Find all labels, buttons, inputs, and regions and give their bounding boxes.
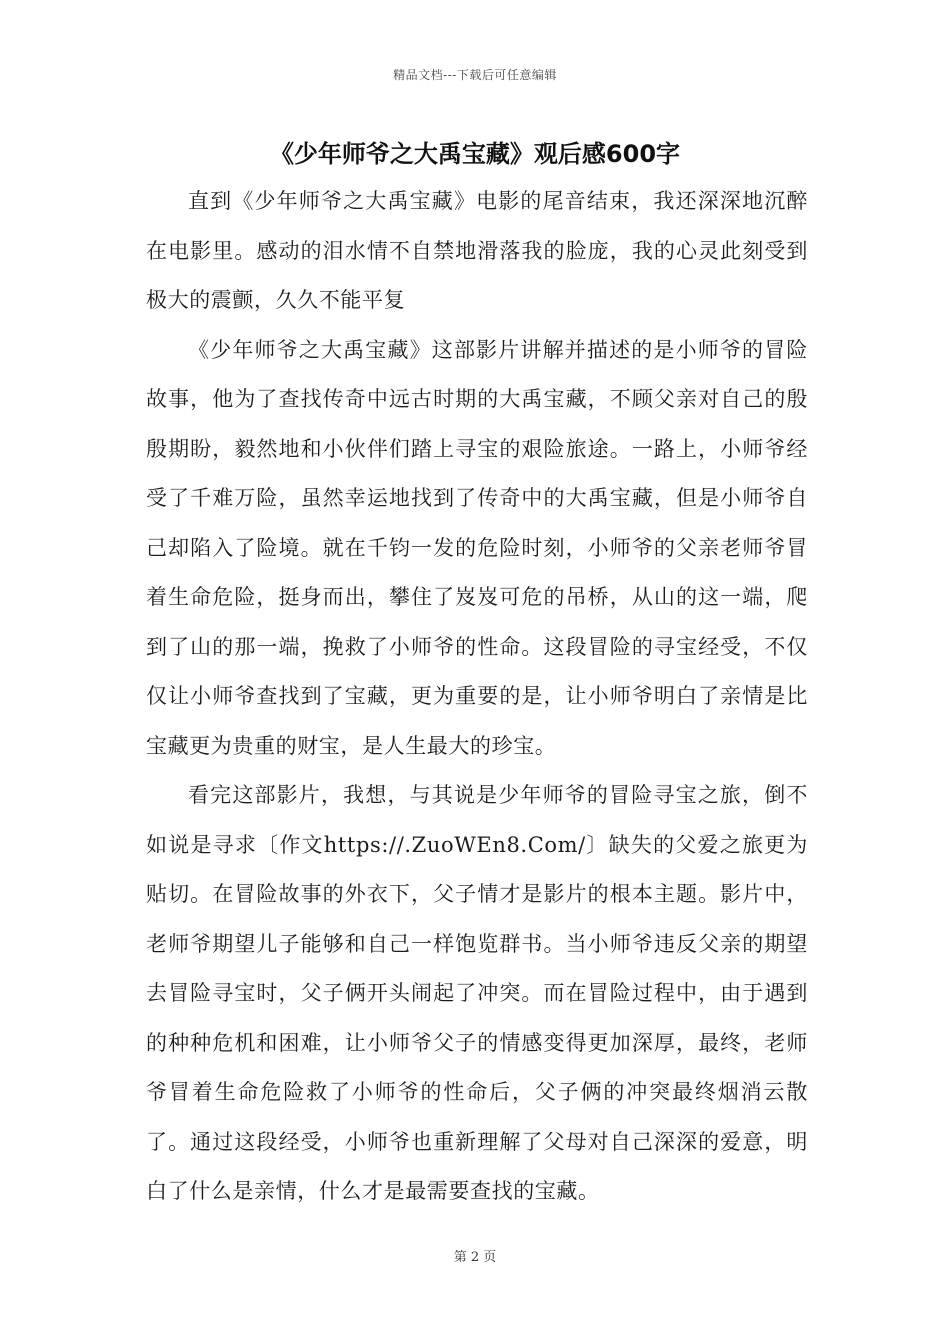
- paragraph-2: 《少年师爷之大禹宝藏》这部影片讲解并描述的是小师爷的冒险故事，他为了查找传奇中远古时期的大禹宝藏，不顾父亲对自己的殷殷期盼，毅然地和小伙伴们踏上寻宝的艰险旅途。一路上，小师爷经受了千难万险，虽然幸运地找到了传奇中的大禹宝藏，但是小师爷自己却陷入了险境。就在千钧一发的危险时刻，小师爷的父亲老师爷冒着生命危险，挺身而出，攀住了岌岌可危的吊桥，从山的这一端，爬到了山的那一端，挽救了小师爷的性命。这段冒险的寻宝经受，不仅仅让小师爷查找到了宝藏，更为重要的是，让小师爷明白了亲情是比宝藏更为贵重的财宝，是人生最大的珍宝。: [146, 337, 808, 758]
- document-title: 《少年师爷之大禹宝藏》观后感600字: [269, 140, 681, 168]
- page-header: 精品文档---下载后可任意编辑: [393, 68, 557, 82]
- page-number: 第 2 页: [453, 1250, 497, 1265]
- document-body: [146, 177, 808, 1217]
- paragraph-3: 看完这部影片，我想，与其说是少年师爷的冒险寻宝之旅，倒不如说是寻求〔作文https://.ZuoWEn8.Com/〕缺失的父爱之旅更为贴切。在冒险故事的外衣下，父子情才是影片的根本主题。影片中，老师爷期望儿子能够和自己一样饱览群书。当小师爷违反父亲的期望去冒险寻宝时，父子俩开头闹起了冲突。而在冒险过程中，由于遇到的种种危机和困难，让小师爷父子的情感变得更加深厚，最终，老师爷冒着生命危险救了小师爷的性命后，父子俩的冲突最终烟消云散了。通过这段经受，小师爷也重新理解了父母对自己深深的爱意，明白了什么是亲情，什么才是最需要查找的宝藏。: [146, 783, 808, 1203]
- paragraph-1: 直到《少年师爷之大禹宝藏》电影的尾音结束，我还深深地沉醉在电影里。感动的泪水情不自禁地滑落我的脸庞，我的心灵此刻受到极大的震颤，久久不能平复: [146, 189, 808, 312]
